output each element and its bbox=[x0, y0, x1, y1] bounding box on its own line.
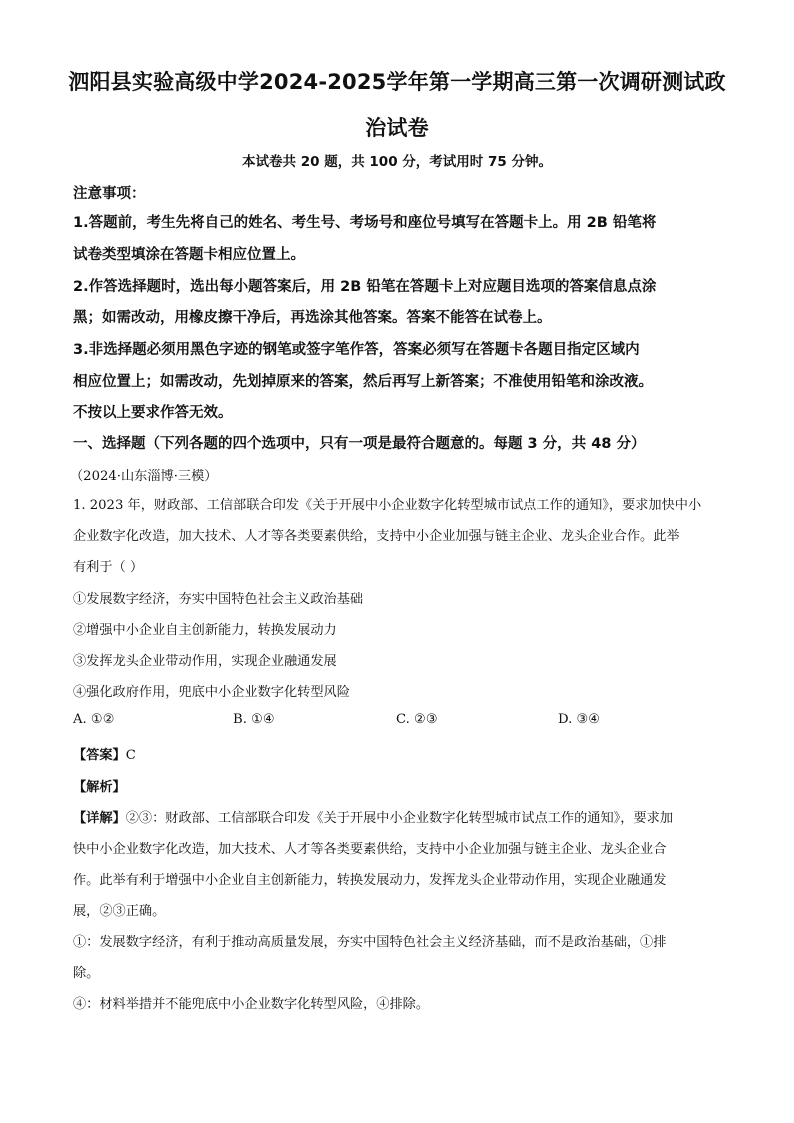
statement-item: ②增强中小企业自主创新能力，转换发展动力 bbox=[73, 623, 337, 638]
detail-line: 快中小企业数字化改造，加大技术、人才等各类要素供给，支持中小企业加强与链主企业、龙头企业合 bbox=[73, 842, 667, 857]
option-d: D. ③④ bbox=[558, 712, 601, 727]
notice-line: 黑；如需改动，用橡皮擦干净后，再选涂其他答案。答案不能答在试卷上。 bbox=[73, 310, 552, 326]
section-heading: 一、选择题（下列各题的四个选项中，只有一项是最符合题意的。每题 3 分，共 48 分） bbox=[73, 436, 646, 452]
option-b: B. ①④ bbox=[233, 712, 275, 727]
notice-line: 3.非选择题必须用黑色字迹的钢笔或签字笔作答，答案必须写在答题卡各题目指定区域内 bbox=[73, 342, 640, 358]
notice-line: 1.答题前，考生先将自己的姓名、考生号、考场号和座位号填写在答题卡上。用 2B 铅笔将 bbox=[73, 215, 657, 231]
question-source: （2024·山东淄博·三模） bbox=[70, 469, 218, 484]
detail-label: 【详解】 bbox=[73, 811, 126, 826]
answer-label: 【答案】 bbox=[73, 748, 126, 763]
notice-heading: 注意事项： bbox=[73, 186, 146, 202]
exam-title-continued: 治试卷 bbox=[365, 116, 429, 140]
exam-info: 本试卷共 20 题，共 100 分，考试用时 75 分钟。 bbox=[242, 154, 552, 170]
answer-row bbox=[73, 744, 136, 763]
option-c: C. ②③ bbox=[396, 712, 438, 727]
question-stem: 1. 2023 年，财政部、工信部联合印发《关于开展中小企业数字化转型城市试点工作的通知》，要求加快中小 bbox=[73, 498, 702, 513]
notice-line: 不按以上要求作答无效。 bbox=[73, 405, 233, 421]
statement-item: ①发展数字经济，夯实中国特色社会主义政治基础 bbox=[73, 592, 364, 607]
statement-item: ④强化政府作用，兜底中小企业数字化转型风险 bbox=[73, 685, 350, 700]
exam-title: 泗阳县实验高级中学2024-2025学年第一学期高三第一次调研测试政 bbox=[68, 70, 726, 94]
question-stem: 有利于（ ） bbox=[73, 560, 144, 575]
notice-line: 2.作答选择题时，选出每小题答案后，用 2B 铅笔在答题卡上对应题目选项的答案信息点涂 bbox=[73, 279, 657, 295]
answer-value: C bbox=[125, 748, 136, 763]
detail-line: 展，②③正确。 bbox=[73, 904, 166, 919]
statement-item: ③发挥龙头企业带动作用，实现企业融通发展 bbox=[73, 654, 337, 669]
notice-line: 试卷类型填涂在答题卡相应位置上。 bbox=[73, 247, 305, 263]
detail-line: ④：材料举措并不能兜底中小企业数字化转型风险，④排除。 bbox=[73, 997, 430, 1012]
analysis-label: 【解析】 bbox=[73, 780, 126, 795]
detail-line: ②③：财政部、工信部联合印发《关于开展中小企业数字化转型城市试点工作的通知》，要求加 bbox=[125, 811, 674, 826]
detail-line: 除。 bbox=[73, 966, 100, 981]
question-stem: 企业数字化改造，加大技术、人才等各类要素供给，支持中小企业加强与链主企业、龙头企业合作。此举 bbox=[73, 529, 680, 544]
option-a: A. ①② bbox=[73, 712, 115, 727]
detail-line: ①：发展数字经济，有利于推动高质量发展，夯实中国特色社会主义经济基础，而不是政治基础，①排 bbox=[73, 935, 667, 950]
notice-line: 相应位置上；如需改动，先划掉原来的答案，然后再写上新答案；不准使用铅笔和涂改液。 bbox=[73, 374, 653, 390]
detail-first-line bbox=[73, 807, 673, 826]
detail-line: 作。此举有利于增强中小企业自主创新能力，转换发展动力，发挥龙头企业带动作用，实现企业融通发 bbox=[73, 873, 667, 888]
